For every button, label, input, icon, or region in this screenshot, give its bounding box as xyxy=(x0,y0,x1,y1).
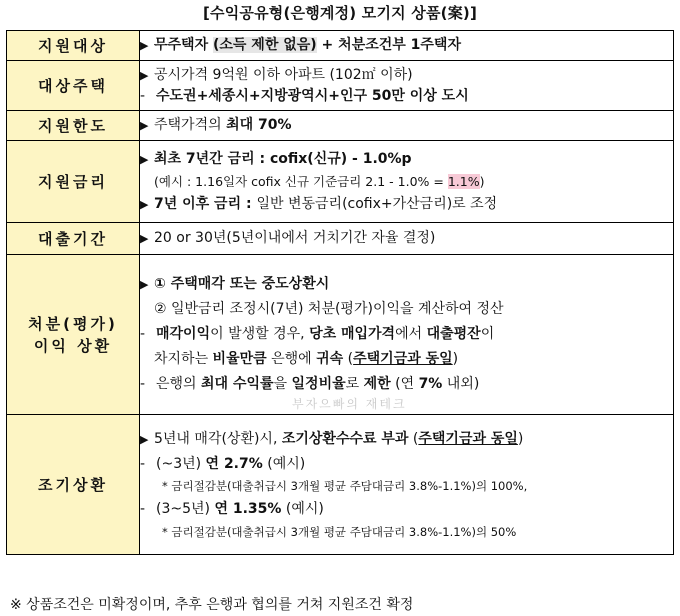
table-row xyxy=(7,111,674,141)
table-row xyxy=(7,141,674,223)
row-label: 조기상환 xyxy=(7,415,140,555)
asterisk-marker: * xyxy=(162,525,168,539)
row-label: 지원금리 xyxy=(7,141,140,223)
dash-marker: - xyxy=(140,501,146,517)
triangle-icon: ▶ xyxy=(140,119,149,132)
triangle-icon: ▶ xyxy=(140,433,149,446)
row-content: ▶ 주택가격의 최대 70% xyxy=(140,111,674,141)
table-row xyxy=(7,31,674,61)
triangle-icon: ▶ xyxy=(140,197,149,211)
highlight-text: (소득 제한 없음) xyxy=(212,37,317,53)
row-label: 대상주택 xyxy=(7,61,140,111)
row-label: 지원한도 xyxy=(7,111,140,141)
dash-marker: - xyxy=(140,326,146,342)
table-row xyxy=(7,255,674,415)
dash-marker: - xyxy=(140,376,146,392)
triangle-icon: ▶ xyxy=(140,232,149,245)
triangle-icon: ▶ xyxy=(140,69,149,82)
triangle-icon: ▶ xyxy=(140,152,149,166)
product-table xyxy=(6,30,674,555)
row-content: ▶ 20 or 30년(5년이내에서 거치기간 자율 결정) xyxy=(140,223,674,255)
row-label: 처분(평가) 이익 상환 xyxy=(7,255,140,415)
row-content: ▶ ① 주택매각 또는 중도상환시 ② 일반금리 조정시(7년) 처분(평가)이익을 계산하여 정산 - 매각이익이 발생할 경우, 당초 매입가격에서 대출평잔이 차지하는 비율만큼 은행에 귀속 (주택기금과 동일) - 은행의 최대 수익률을 일정비율로 제한 (연 7% 내외) xyxy=(140,255,674,415)
footnote: ※ 상품조건은 미확정이며, 추후 은행과 협의를 거쳐 지원조건 확정 xyxy=(10,597,414,613)
row-content: ▶ 5년내 매각(상환)시, 조기상환수수료 부과 (주택기금과 동일) - (~3년) 연 2.7% (예시) * 금리절감분(대출취급시 3개월 평균 주담대금리 3.8%-1.1%)의 100%, - (3~5년) 연 1.35% (예시) * 금리절감분(대출취급시 3개월 평균 주담대금리 3.8%-1.1%)의 50% xyxy=(140,415,674,555)
row-content: ▶ 무주택자 (소득 제한 없음) + 처분조건부 1주택자 xyxy=(140,31,674,61)
highlight-rate: 1.1% xyxy=(447,173,480,189)
asterisk-marker: * xyxy=(162,479,168,493)
table-row xyxy=(7,61,674,111)
table-row xyxy=(7,415,674,555)
watermark: 부자으빠의 재테크 xyxy=(292,397,407,411)
row-label: 대출기간 xyxy=(7,223,140,255)
table-row xyxy=(7,223,674,255)
triangle-icon: ▶ xyxy=(140,39,149,52)
row-label: 지원대상 xyxy=(7,31,140,61)
dash-marker: - xyxy=(140,88,146,104)
dash-marker: - xyxy=(140,456,146,472)
page-title: [수익공유형(은행계정) 모기지 상품(案)] xyxy=(202,4,478,22)
row-content: ▶ 공시가격 9억원 이하 아파트 (102㎡ 이하) - 수도권+세종시+지방광역시+인구 50만 이상 도시 xyxy=(140,61,674,111)
row-content: ▶ 최초 7년간 금리 : cofix(신규) - 1.0%p (예시 : 1.16일자 cofix 신규 기준금리 2.1 - 1.0% = 1.1%) ▶ 7년 이후 금리 : 일반 변동금리(cofix+가산금리)로 조정 xyxy=(140,141,674,223)
triangle-icon: ▶ xyxy=(140,278,149,291)
